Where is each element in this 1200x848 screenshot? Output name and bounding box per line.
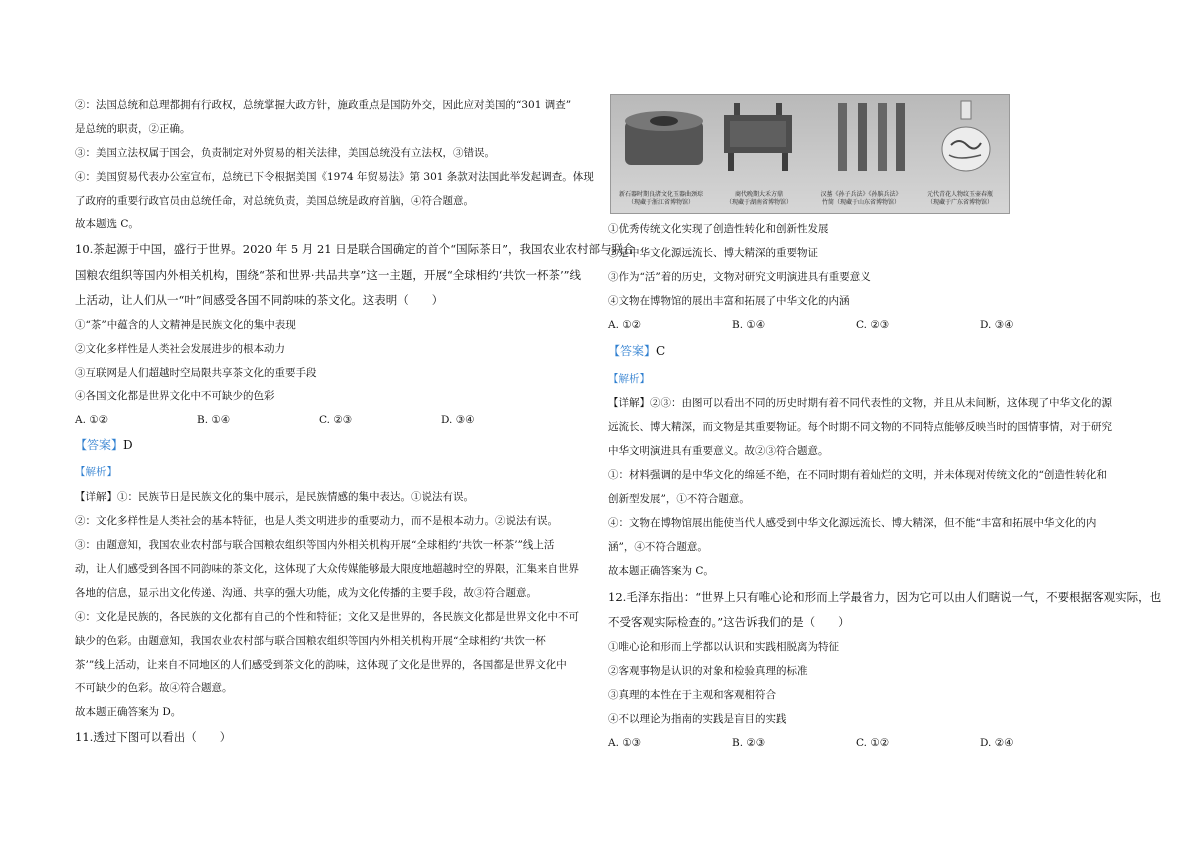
statement: ②文化多样性是人类社会发展进步的根本动力 [75, 343, 285, 355]
option-d: D. ③④ [441, 414, 475, 426]
analysis-line: 茶’”线上活动，让来自不同地区的人们感受到茶文化的韵味，这体现了文化是世界的，各国都是世界文化中 [75, 659, 567, 671]
analysis-line: 缺少的色彩。由题意知，我国农业农村部与联合国粮农组织等国内外相关机构开展“全球相约‘共饮一杯 [75, 635, 546, 647]
option-c: C. ①② [856, 737, 890, 749]
question-stem: 国粮农组织等国内外相关机构，围绕“茶和世界·共品共享”这一主题，开展“全球相约‘共饮一杯茶’”线 [75, 268, 581, 282]
statement: ①优秀传统文化实现了创造性转化和创新性发展 [608, 223, 829, 235]
cultural-relics-figure [610, 94, 1010, 214]
analysis-line: 动，让人们感受到各国不同韵味的茶文化，这体现了大众传媒能够最大限度地超越时空的界限，汇集来自世界 [75, 563, 579, 575]
answer-label: 【答案】 [608, 344, 657, 358]
caption-ding: 商代晚期大禾方鼎 （现藏于湖南省博物馆） [725, 191, 792, 206]
jade-cong-image [619, 103, 709, 173]
analysis-label: 【解析】 [608, 373, 650, 385]
question-11-stem: 11.透过下图可以看出（ ） [75, 730, 232, 744]
option-a: A. ①③ [608, 737, 642, 749]
statement: ④各国文化都是世界文化中不可缺少的色彩 [75, 390, 275, 402]
answer-value: C [656, 344, 666, 358]
analysis-line: 不可缺少的色彩。故④符合题意。 [75, 682, 233, 694]
question-stem: 不受客观实际检查的。”这告诉我们的是（ ） [608, 615, 850, 629]
option-d: D. ②④ [980, 737, 1014, 749]
analysis-line: 【详解】①：民族节日是民族文化的集中展示，是民族情感的集中表达。①说法有误。 [75, 491, 474, 503]
statement: ③作为“活”着的历史，文物对研究文明演进具有重要意义 [608, 271, 871, 283]
option-b: B. ①④ [732, 319, 766, 331]
caption-jade-cong: 新石器时期良渚文化玉器曲颈琮 （现藏于浙江省博物馆） [618, 191, 703, 206]
analysis-line: 各地的信息，显示出文化传递、沟通、共享的强大功能，成为文化传播的主要手段，故③符合题意。 [75, 587, 537, 599]
text-line: ③：美国立法权属于国会，负责制定对外贸易的相关法律，美国总统没有立法权，③错误。 [75, 147, 495, 159]
analysis-line: ④：文化是民族的，各民族的文化都有自己的个性和特征；文化又是世界的，各民族文化都是世界文化中不可 [75, 611, 579, 623]
statement: ②客观事物是认识的对象和检验真理的标准 [608, 665, 808, 677]
bamboo-slips-image [826, 101, 911, 173]
option-a: A. ①② [608, 319, 642, 331]
statement: ④文物在博物馆的展出丰富和拓展了中华文化的内涵 [608, 295, 850, 307]
text-line: 了政府的重要行政官员由总统任命，对总统负责，美国总统是政府首脑，④符合题意。 [75, 195, 474, 207]
statement: ③互联网是人们超越时空局限共享茶文化的重要手段 [75, 367, 317, 379]
analysis-line: ②：文化多样性是人类社会的基本特征，也是人类文明进步的重要动力，而不是根本动力。②说法有误。 [75, 515, 558, 527]
analysis-line: 中华文明演进具有重要意义。故②③符合题意。 [608, 445, 829, 457]
answer-line [75, 438, 133, 452]
analysis-line: 涵”，④不符合题意。 [608, 541, 708, 553]
statement: ②是中华文化源远流长、博大精深的重要物证 [608, 247, 818, 259]
text-line: ②：法国总统和总理都拥有行政权，总统掌握大政方针，施政重点是国防外交，因此应对美国的“301 调查” [75, 99, 572, 111]
bronze-ding-image [716, 101, 801, 173]
option-a: A. ①② [75, 414, 109, 426]
option-c: C. ②③ [319, 414, 353, 426]
text-line: ④：美国贸易代表办公室宣布，总统已下令根据美国《1974 年贸易法》第 301 条款对法国此举发起调查。体现 [75, 171, 594, 183]
question-stem: 10.茶起源于中国，盛行于世界。2020 年 5 月 21 日是联合国确定的首个“国际茶日”，我国农业农村部与联合 [75, 242, 635, 256]
answer-label: 【答案】 [75, 438, 124, 452]
analysis-line: 创新型发展”，①不符合题意。 [608, 493, 750, 505]
statement: ③真理的本性在于主观和客观相符合 [608, 689, 776, 701]
analysis-line: 远流长、博大精深，而文物是其重要物证。每个时期不同文物的不同特点能够反映当时的国情事情，对于研究 [608, 421, 1112, 433]
answer-value: D [123, 438, 133, 452]
text-line: 故本题选 C。 [75, 218, 139, 230]
statement: ①唯心论和形而上学都以认识和实践相脱离为特征 [608, 641, 839, 653]
answer-line [608, 344, 665, 358]
option-b: B. ①④ [197, 414, 231, 426]
option-c: C. ②③ [856, 319, 890, 331]
analysis-label: 【解析】 [75, 466, 117, 478]
option-b: B. ②③ [732, 737, 766, 749]
analysis-line: 【详解】②③：由图可以看出不同的历史时期有着不同代表性的文物，并且从未间断，这体现了中华文化的源 [608, 397, 1112, 409]
statement: ④不以理论为指南的实践是盲目的实践 [608, 713, 787, 725]
question-stem: 12.毛泽东指出：“世界上只有唯心论和形而上学最省力，因为它可以由人们瞎说一气，不要根据客观实际，也 [608, 590, 1162, 604]
analysis-line: ①：材料强调的是中华文化的绵延不绝，在不同时期有着灿烂的文明，并未体现对传统文化的“创造性转化和 [608, 469, 1107, 481]
caption-bamboo-slips: 汉墓《孙子兵法》《孙膑兵法》 竹简（现藏于山东省博物馆） [820, 191, 902, 206]
analysis-line: 故本题正确答案为 D。 [75, 706, 182, 718]
question-stem: 上活动，让人们从一“叶”间感受各国不同韵味的茶文化。这表明（ ） [75, 293, 444, 307]
blue-white-vase-image [931, 99, 1001, 175]
analysis-line: ④：文物在博物馆展出能使当代人感受到中华文化源远流长、博大精深，但不能“丰富和拓展中华文化的内 [608, 517, 1097, 529]
text-line: 是总统的职责，②正确。 [75, 123, 191, 135]
analysis-line: ③：由题意知，我国农业农村部与联合国粮农组织等国内外相关机构开展“全球相约‘共饮一杯茶’”线上活 [75, 539, 555, 551]
analysis-line: 故本题正确答案为 C。 [608, 565, 714, 577]
caption-vase: 元代青花人物纹玉壶春瓶 （现藏于广东省博物馆） [926, 191, 993, 206]
statement: ①“茶”中蕴含的人文精神是民族文化的集中表现 [75, 319, 296, 331]
option-d: D. ③④ [980, 319, 1014, 331]
